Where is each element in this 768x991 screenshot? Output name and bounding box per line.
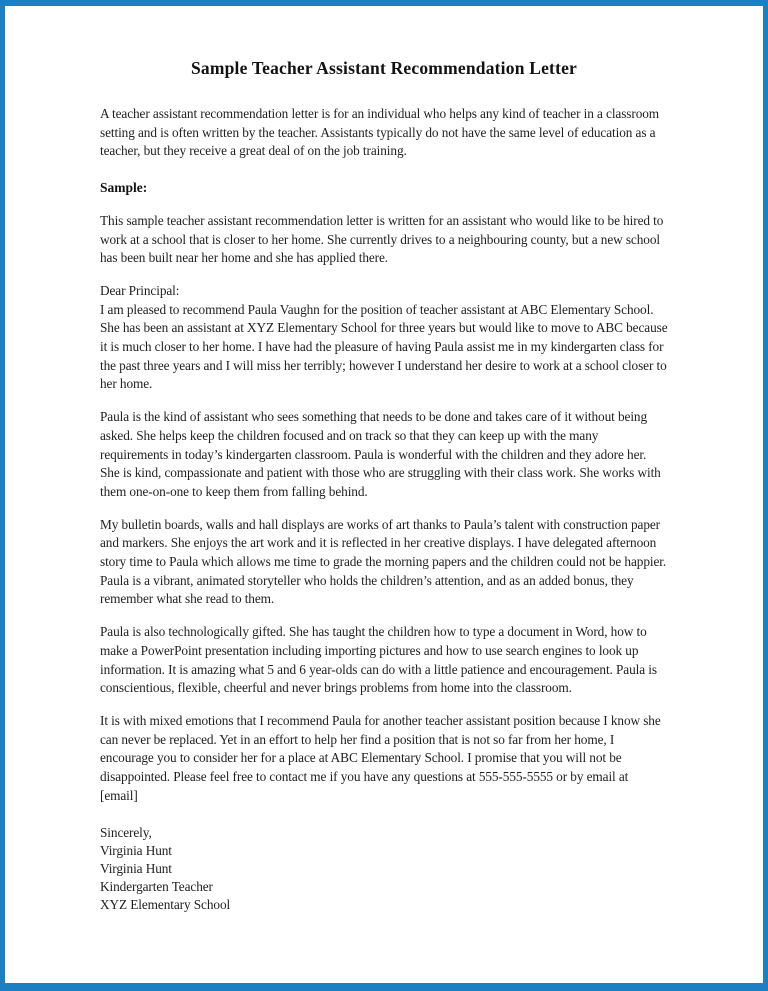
sample-intro-paragraph: This sample teacher assistant recommendation letter is written for an assistant who would like to be hired to work at a school that is closer to her home. She currently drives to a neighbouring county, but a new school has been built near her home and she has applied there.	[100, 212, 664, 266]
letter-paragraph: I am pleased to recommend Paula Vaughn for the position of teacher assistant at ABC Elementary School. She has been an assistant at XYZ Elementary School for three years but would like to move to ABC because it is much closer to her home. I have had the pleasure of having Paula assist me in my kindergarten class for the past three years and I will miss her terribly; however I understand her desire to work at a school closer to her home.	[100, 301, 668, 392]
letter-paragraph: It is with mixed emotions that I recommend Paula for another teacher assistant position because I know she can never be replaced. Yet in an effort to help her find a position that is not so far from her home, I encourage you to consider her for a place at ABC Elementary School. I promise that you will not be disappointed. Please feel free to contact me if you have any questions at 555-555-5555 or by email at [email]	[100, 712, 661, 803]
closing: Sincerely,	[100, 824, 152, 840]
intro-paragraph: A teacher assistant recommendation letter is for an individual who helps any kind of teacher in a classroom setting and is often written by the teacher. Assistants typically do not have the same level of education as a teacher, but they receive a great deal of on the job training.	[100, 106, 660, 159]
signature-line: Virginia Hunt	[100, 860, 172, 876]
letter-paragraph: My bulletin boards, walls and hall displays are works of art thanks to Paula’s talent with construction paper and markers. She enjoys the art work and it is reflected in her creative displays. I have delegated afternoon story time to Paula which allows me time to grade the morning papers and the children could not be happier. Paula is a vibrant, animated storyteller who holds the children’s attention, and as an added bonus, they remember what she read to them.	[100, 516, 667, 607]
page-title: Sample Teacher Assistant Recommendation Letter	[190, 58, 578, 78]
sample-label: Sample:	[100, 180, 148, 196]
signature-line: Virginia Hunt	[100, 842, 172, 858]
signature-line: XYZ Elementary School	[100, 897, 231, 913]
letter-paragraph: Paula is the kind of assistant who sees something that needs to be done and takes care of it without being asked. She helps keep the children focused and on track so that they can keep up with the many requirements in today’s kindergarten classroom. Paula is wonderful with the children and they adore her. She is kind, compassionate and patient with those who are struggling with their class work. She works with them one-on-one to keep them from falling behind.	[100, 409, 661, 499]
signature-line: Kindergarten Teacher	[100, 879, 213, 895]
salutation: Dear Principal:	[100, 282, 180, 298]
letter-page	[5, 6, 763, 983]
signature-block	[100, 824, 668, 915]
letter-paragraph: Paula is also technologically gifted. She has taught the children how to type a document in Word, how to make a PowerPoint presentation including importing pictures and how to use search engines to look up information. It is amazing what 5 and 6 year-olds can do with a little patience and encouragement. Paula is conscientious, flexible, cheerful and never brings problems from home into the classroom.	[100, 624, 657, 696]
